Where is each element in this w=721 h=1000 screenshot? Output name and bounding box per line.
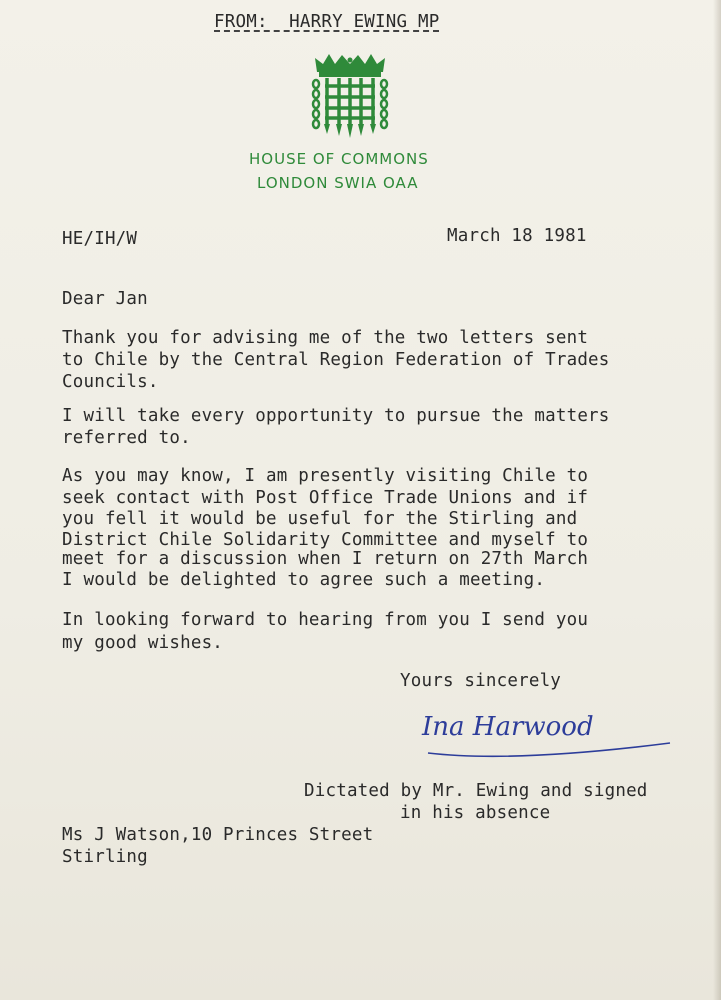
- address-line-1: Ms J Watson,10 Princes Street: [62, 825, 374, 845]
- paragraph-1-line-3: Councils.: [62, 372, 159, 392]
- paragraph-1-line-2: to Chile by the Central Region Federation of Trades: [62, 350, 610, 370]
- org-line-1: HOUSE OF COMMONS: [249, 150, 429, 168]
- paragraph-3-line-1: As you may know, I am presently visiting Chile to: [62, 466, 589, 486]
- paragraph-3-line-3: you fell it would be useful for the Stirling and: [62, 509, 578, 529]
- paragraph-2-line-1: I will take every opportunity to pursue the matters: [62, 406, 610, 426]
- org-line-2: LONDON SWIA OAA: [257, 174, 419, 192]
- closing: Yours sincerely: [400, 671, 562, 691]
- paper-edge-shadow: [713, 0, 721, 1000]
- paragraph-4-line-1: In looking forward to hearing from you I send you: [62, 610, 589, 630]
- dictated-line-1: Dictated by Mr. Ewing and signed: [304, 781, 648, 801]
- portcullis-icon: [309, 52, 391, 142]
- address-line-2: Stirling: [62, 847, 148, 867]
- paragraph-2-line-2: referred to.: [62, 428, 191, 448]
- signature: Ina Harwood: [422, 712, 594, 742]
- paragraph-3-line-6: I would be delighted to agree such a meeting.: [62, 570, 546, 590]
- paragraph-1-line-1: Thank you for advising me of the two letters sent: [62, 328, 589, 348]
- paragraph-3-line-4: District Chile Solidarity Committee and myself to: [62, 530, 589, 550]
- from-line: FROM: HARRY EWING MP: [214, 12, 440, 32]
- reference: HE/IH/W: [62, 229, 138, 249]
- letter-date: March 18 1981: [447, 226, 587, 246]
- paragraph-4-line-2: my good wishes.: [62, 633, 224, 653]
- signature-flourish: [420, 735, 680, 765]
- salutation: Dear Jan: [62, 289, 148, 309]
- paragraph-3-line-2: seek contact with Post Office Trade Unions and if: [62, 488, 589, 508]
- dictated-line-2: in his absence: [400, 803, 551, 823]
- paragraph-3-line-5: meet for a discussion when I return on 27th March: [62, 549, 589, 569]
